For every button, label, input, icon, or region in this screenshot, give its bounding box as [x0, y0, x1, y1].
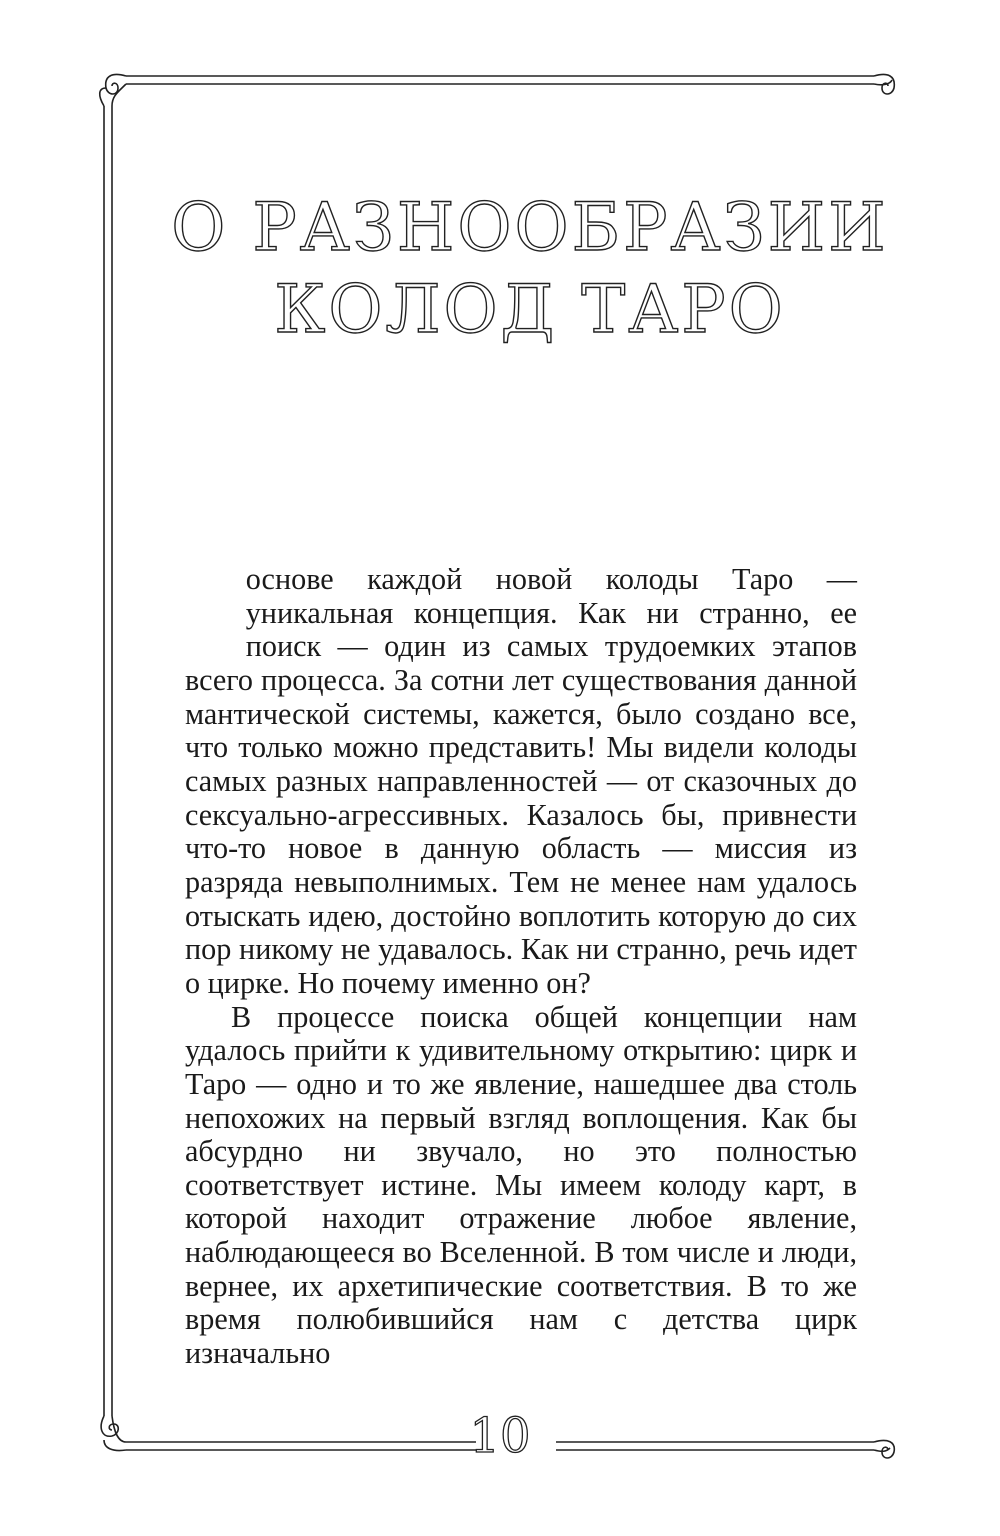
corner-ornament-bottom-right [874, 1440, 894, 1458]
corner-ornament-bottom-left [101, 1416, 126, 1451]
corner-ornament-top-left [100, 75, 126, 107]
chapter-body [185, 553, 857, 1371]
chapter-title-line-1: О РАЗНООБРАЗИИ [171, 189, 889, 266]
page-number: 10 [469, 1408, 531, 1464]
corner-ornament-top-right [874, 75, 894, 95]
chapter-title-line-2: КОЛОД ТАРО [274, 271, 786, 348]
body-paragraph-2: В процессе поиска общей концепции нам удалось прийти к удивительному открытию: цирк и Таро — одно и то же явление, нашедшее два столь непохожих на первый взгляд воплощения. Как бы абсурдно ни звучало, но это полностью соответствует истине. Мы имеем колоду карт, в которой находит отражение любое явление, наблюдающееся во Вселенной. В том числе и люди, вернее, их архетипические соответствия. В то же время полюбившийся нам с детства цирк изначально [185, 999, 857, 1371]
body-paragraph-1: Воснове каждой новой колоды Таро — уникальная концепция. Как ни странно, ее поиск — один из самых трудоемких этапов всего процесса. За сотни лет существования данной мантической системы, кажется, было создано все, что только можно представить! Мы видели колоды самых разных направленностей — от сказочных до сексуально-агрессивных. Казалось бы, привнести что-то новое в данную область — миссия из разряда невыполнимых. Тем не менее нам удалось отыскать идею, достойно воплотить которую до сих пор никому не удавалось. Как ни странно, речь идет о цирке. Но почему именно он? [185, 553, 857, 1000]
